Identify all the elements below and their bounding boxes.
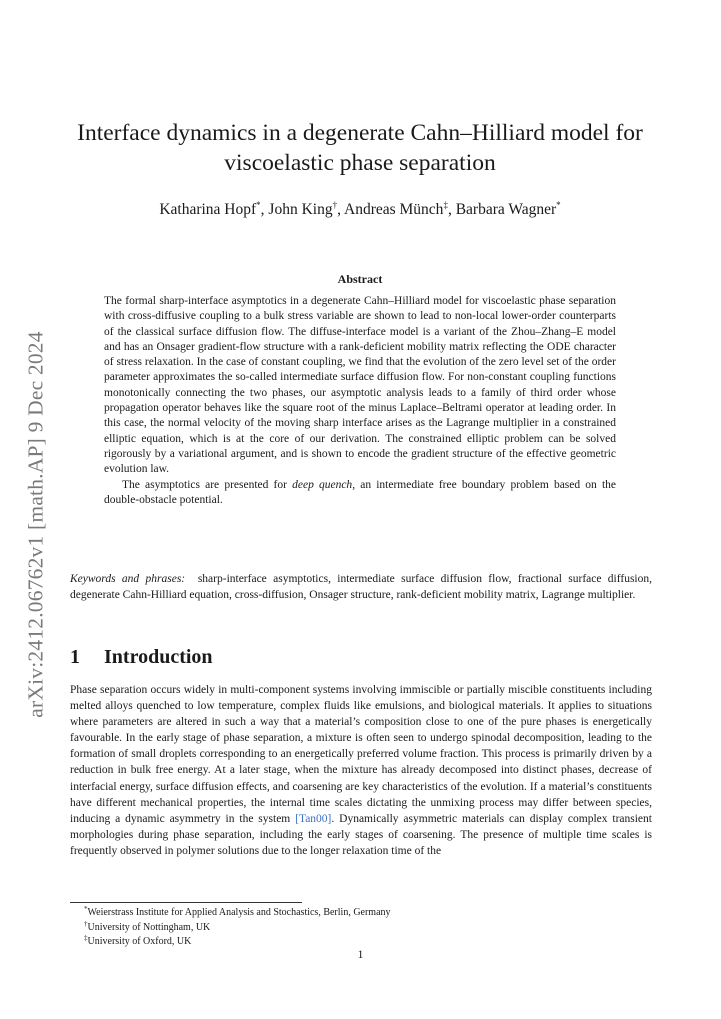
- affiliation-mark: †: [332, 200, 338, 210]
- author-name: Katharina Hopf: [159, 201, 257, 218]
- affiliation-mark: *: [556, 200, 561, 210]
- footnote-mark: †: [84, 919, 88, 928]
- keywords-text: sharp-interface asymptotics, intermediate surface diffusion flow, fractional surface diffusion, degenerate Cahn-Hilliard equation, cross-diffusion, Onsager structure, rank-deficient mobility matrix, Lagrange multiplier.: [70, 573, 652, 601]
- abstract-heading: Abstract: [337, 272, 383, 286]
- abstract-body: [104, 294, 616, 508]
- paper-title: Interface dynamics in a degenerate Cahn–Hilliard model for viscoelastic phase separation: [77, 120, 643, 176]
- keywords-label: Keywords and phrases:: [70, 573, 186, 585]
- author-name: John King: [268, 201, 333, 218]
- abstract-paragraph: The formal sharp-interface asymptotics in a degenerate Cahn–Hilliard model for viscoelastic phase separation with cross-diffusive coupling to a bulk stress variable are shown to lead to non-local lower-order counterparts of the classical surface diffusion flow. The diffuse-interface model is a variant of the Zhou–Zhang–E model and has an Onsager gradient-flow structure with a rank-deficient mobility matrix reflecting the ODE character of stress relaxation. In the case of constant coupling, we find that the evolution of the zero level set of the order parameter approximates the so-called intermediate surface diffusion flow. For non-constant coupling functions monotonically connecting the two phases, our asymptotic analysis leads to a family of third order whose propagation operator behaves like the square root of the minus Laplace–Beltrami operator at leading order. In this case, the normal velocity of the moving sharp interface arises as the Lagrange multiplier in a constrained elliptic equation, which is at the core of our derivation. The constrained elliptic problem can be solved rigorously by a variational argument, and is shown to encode the gradient structure of the effective geometric evolution law.: [104, 295, 616, 476]
- abstract-text: The asymptotics are presented for: [122, 478, 293, 491]
- abstract-paragraph: [104, 478, 616, 509]
- page-number: 1: [357, 947, 364, 961]
- footnote-text: University of Nottingham, UK: [87, 921, 211, 933]
- keywords-block: [70, 572, 652, 603]
- intro-paragraph: [70, 682, 652, 859]
- footnote-rule: [70, 902, 302, 903]
- author-list: Katharina Hopf*, John King†, Andreas Münch‡, Barbara Wagner*: [159, 200, 561, 218]
- footnotes: [84, 906, 644, 950]
- author-name: Barbara Wagner: [455, 201, 557, 218]
- arxiv-stamp: [14, 304, 58, 744]
- footnote-mark: ‡: [84, 934, 88, 942]
- citation-link[interactable]: [Tan00]: [295, 812, 332, 825]
- arxiv-stamp-text: arXiv:2412.06762v1 [math.AP] 9 Dec 2024: [23, 330, 48, 718]
- affiliation-mark: ‡: [443, 200, 448, 210]
- footnote-mark: *: [84, 905, 88, 913]
- intro-text: Phase separation occurs widely in multi-component systems involving immiscible or partially miscible constituents including melted alloys quenched to low temperature, complex fluids like emulsions, and biological materials. It applies to situations where parameters are altered in such a way that a material’s composition close to one of the pure phases is energetically favourable. In the early stage of phase separation, a mixture is often seen to undergo spinodal decomposition, leading to the formation of small droplets corresponding to an energetically preferred volume fraction. This process is primarily driven by a reduction in bulk free energy. At a later stage, when the mixture has already decomposed into distinct phases, decrease of interfacial energy, surface diffusion effects, and coarsening are key characteristics of the evolution. If a material’s constituents have different mechanical properties, the internal time scales dictating the unmixing process may differ between species, inducing a dynamic asymmetry in the system: [70, 684, 652, 825]
- section-heading: [70, 644, 652, 670]
- emphasis-term: deep quench: [292, 478, 353, 491]
- affiliation-mark: *: [256, 200, 261, 210]
- author-name: Andreas Münch: [344, 201, 444, 218]
- footnote-text: Weierstrass Institute for Applied Analysis and Stochastics, Berlin, Germany: [87, 907, 391, 918]
- footnote: [84, 906, 644, 921]
- intro-text: . Dynamically asymmetric materials can display complex transient morphologies during phase separation, including the early stages of coarsening. The presence of multiple time scales is frequently observed in polymer solutions due to the longer relaxation time of the: [70, 812, 652, 857]
- section-title: Introduction: [104, 646, 213, 668]
- footnote: [84, 921, 644, 936]
- section-number: 1: [70, 646, 80, 668]
- abstract-text: , an intermediate free boundary problem based on the double-obstacle potential.: [104, 478, 616, 506]
- footnote-text: University of Oxford, UK: [87, 936, 192, 947]
